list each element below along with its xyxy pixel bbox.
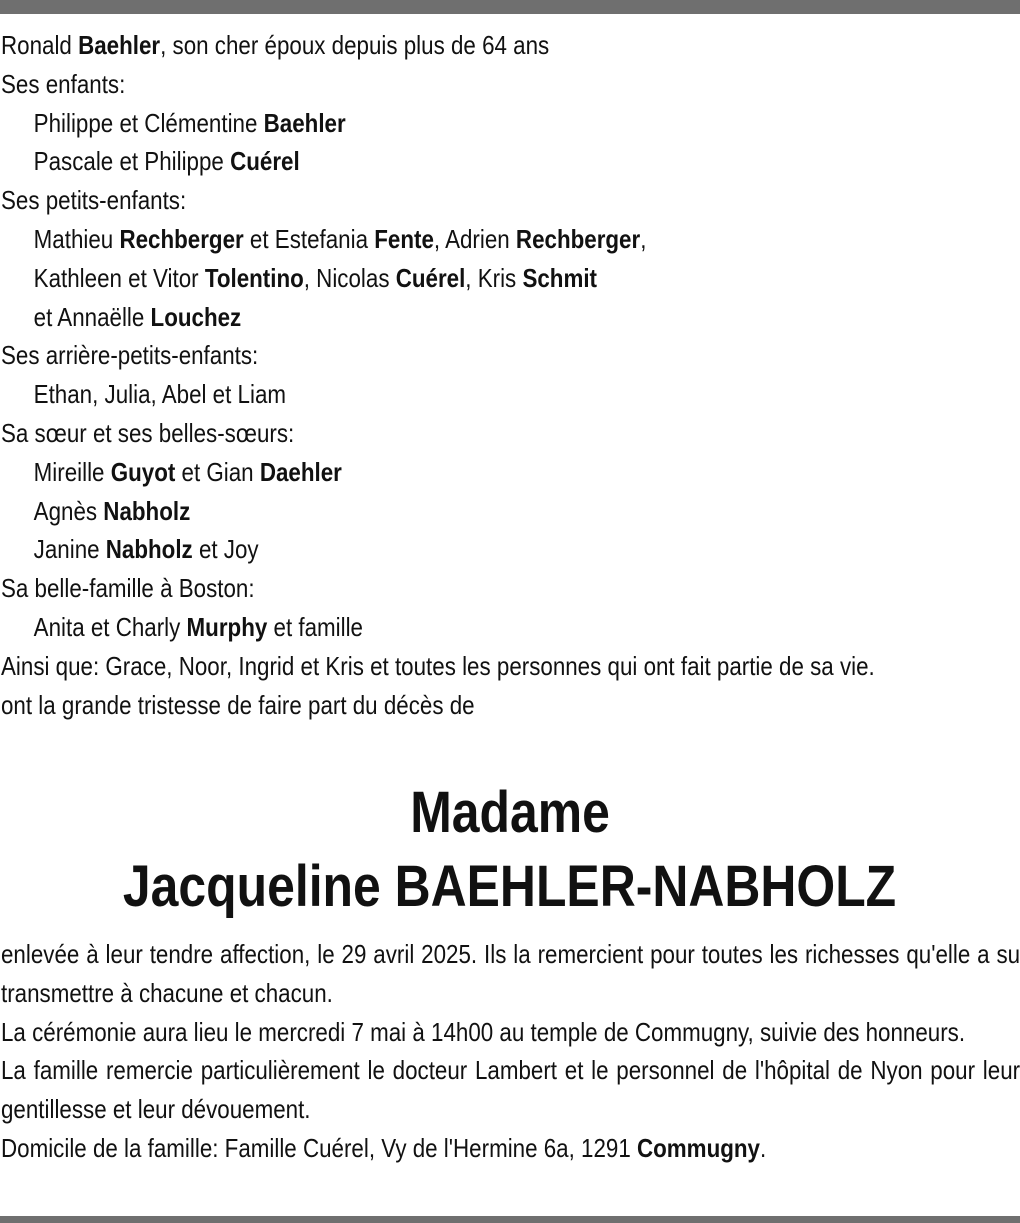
paragraph-remerciements: La famille remercie particulièrement le docteur Lambert et le personnel de l'hôpital de Nyon pour leur gentillesse et leur dévouement. [1, 1055, 1020, 1125]
surname: Baehler [78, 30, 161, 60]
surname: Fente [374, 223, 434, 254]
surname: Cuérel [395, 262, 466, 293]
surname: Tolentino [204, 262, 304, 293]
text-segment: et Gian [175, 456, 260, 487]
text-segment: , Kris [465, 262, 523, 293]
text-segment: Ronald [1, 30, 79, 60]
details [1, 935, 1020, 1168]
text-segment: Agnès [33, 495, 104, 526]
heading-title: Madame [410, 780, 610, 845]
family-member-line [1, 375, 877, 414]
ainsi-que-text: Ainsi que: Grace, Noor, Ingrid et Kris et toutes les personnes qui ont fait partie de sa vie. [1, 650, 875, 681]
surname: Murphy [186, 611, 268, 642]
text-segment: , Adrien [433, 223, 516, 254]
family-member-line [1, 259, 877, 298]
family-member-line [1, 530, 877, 569]
paragraph-ceremonie: La cérémonie aura lieu le mercredi 7 mai à 14h00 au temple de Commugny, suivie des honneurs. [1, 1016, 966, 1047]
family-member-line [1, 142, 877, 181]
surname: Louchez [150, 301, 242, 332]
family-member-line [1, 220, 877, 259]
surname: Schmit [522, 262, 598, 293]
text-segment: Philippe et Clémentine [33, 107, 264, 138]
surname: Cuérel [230, 146, 300, 177]
surname: Guyot [110, 456, 176, 487]
text-segment: Ses petits-enfants: [1, 185, 187, 216]
family-member-line [1, 104, 877, 143]
text-segment: Ses arrière-petits-enfants: [1, 340, 259, 371]
text-segment: et Annaëlle [33, 301, 151, 332]
family-list [1, 26, 1020, 724]
surname: Baehler [263, 107, 346, 138]
text-segment: Janine [33, 534, 106, 565]
family-group-heading [1, 65, 877, 104]
family-group-heading [1, 336, 877, 375]
text-segment: Pascale et Philippe [33, 146, 231, 177]
bottom-rule [0, 1216, 1020, 1223]
surname: Nabholz [103, 495, 191, 526]
text-segment: , son cher époux depuis plus de 64 ans [160, 30, 550, 60]
family-lines [1, 26, 1020, 647]
text-segment: et Joy [192, 534, 259, 565]
announcement-text: ont la grande tristesse de faire part du décès de [1, 689, 475, 720]
family-member-line [1, 453, 877, 492]
family-member-line [1, 492, 877, 531]
text-segment: Mireille [33, 456, 111, 487]
domicile-line: Domicile de la famille: Famille Cuérel, Vy de l'Hermine 6a, 1291 Commugny. [1, 1132, 767, 1163]
family-member-line [1, 608, 877, 647]
text-segment: , [640, 223, 647, 254]
text-segment: Ethan, Julia, Abel et Liam [33, 379, 287, 410]
surname: Daehler [259, 456, 342, 487]
family-group-heading [1, 414, 877, 453]
text-segment: Sa belle-famille à Boston: [1, 573, 255, 604]
text-segment: , Nicolas [303, 262, 396, 293]
heading-name: Jacqueline BAEHLER-NABHOLZ [123, 854, 897, 919]
family-member-line [1, 298, 877, 337]
family-group-heading [1, 569, 877, 608]
surname: Nabholz [105, 534, 193, 565]
text-segment: Mathieu [33, 223, 120, 254]
text-segment: Ses enfants: [1, 68, 126, 99]
surname: Rechberger [119, 223, 244, 254]
text-segment: Kathleen et Vitor [33, 262, 205, 293]
top-rule [0, 0, 1020, 14]
text-segment: Anita et Charly [33, 611, 187, 642]
paragraph-affection: enlevée à leur tendre affection, le 29 avril 2025. Ils la remercient pour toutes les richesses qu'elle a su transmettre à chacune et chacun. [1, 939, 1020, 1008]
family-group-heading [1, 26, 877, 65]
family-group-heading [1, 181, 877, 220]
text-segment: Sa sœur et ses belles-sœurs: [1, 417, 295, 448]
text-segment: et Estefania [243, 223, 375, 254]
surname: Rechberger [515, 223, 641, 254]
text-segment: et famille [267, 611, 363, 642]
